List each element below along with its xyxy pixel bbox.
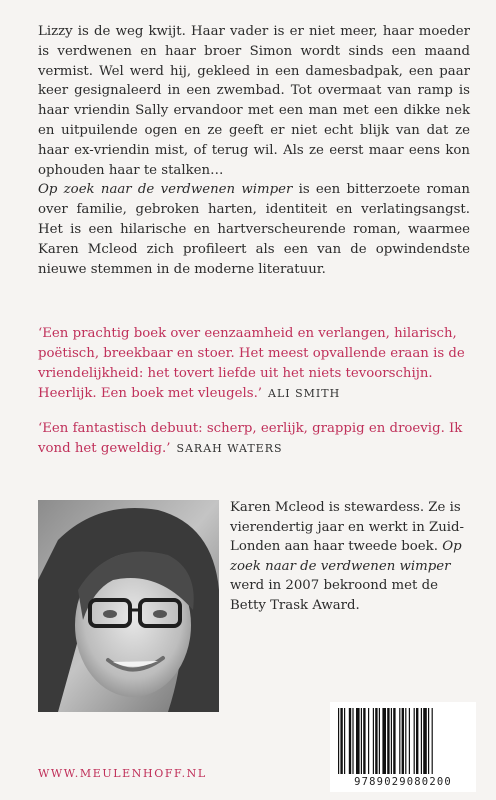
book-blurb (38, 22, 470, 279)
blurb-paragraph-2-text: is een bitterzoete roman over familie, gebroken harten, identiteit en verlatingsangst. Het is een hilarische en hartverscheurende roman, waarmee Karen Mcleod zich profileert als een van de opwindendste nieuwe stemmen in de moderne literatuur. (38, 182, 470, 277)
review-quote-2-author: SARAH WATERS (176, 442, 283, 455)
barcode-bars (338, 708, 468, 774)
review-quote-1-author: ALI SMITH (268, 387, 341, 400)
review-quote-1 (38, 324, 470, 404)
isbn-number: 9789029080200 (354, 776, 452, 788)
review-quote-2 (38, 419, 470, 459)
publisher-website: WWW.MEULENHOFF.NL (38, 767, 207, 780)
author-bio-text-1: Karen Mcleod is stewardess. Ze is vierendertig jaar en werkt in Zuid-Londen aan haar tweede boek. (230, 500, 465, 555)
blurb-paragraph-2 (38, 180, 470, 279)
author-portrait-illustration (38, 500, 219, 712)
author-photo (38, 500, 219, 712)
author-bio-text-2: werd in 2007 bekroond met de Betty Trask Award. (230, 578, 438, 613)
blurb-book-title: Op zoek naar de verdwenen wimper (38, 182, 293, 198)
author-bio-book-title: Op zoek naar de verdwenen wimper (230, 539, 462, 574)
review-quote-2-text: ‘Een fantastisch debuut: scherp, eerlijk, grappig en droevig. Ik vond het geweldig.’ (38, 421, 463, 456)
isbn-barcode (330, 702, 476, 792)
blurb-paragraph-1: Lizzy is de weg kwijt. Haar vader is er niet meer, haar moeder is verdwenen en haar broer Simon wordt sinds een maand vermist. Wel werd hij, gekleed in een damesbadpak, een paar keer gesignaleerd in een zwembad. Tot overmaat van ramp is haar vriendin Sally ervandoor met een man met een dikke nek en uitpuilende ogen en ze geeft er niet echt blijk van dat ze haar ex-vriendin mist, of terug wil. Als ze eerst maar eens kon ophouden haar te stalken… (38, 24, 470, 178)
author-bio (230, 498, 470, 616)
review-quote-1-text: ‘Een prachtig boek over eenzaamheid en verlangen, hilarisch, poëtisch, breekbaar en stoer. Het meest opvallende eraan is de vriendelijkheid: het tovert liefde uit het niets tevoorschijn. Heerlijk. Een boek met vleugels.’ (38, 326, 465, 401)
